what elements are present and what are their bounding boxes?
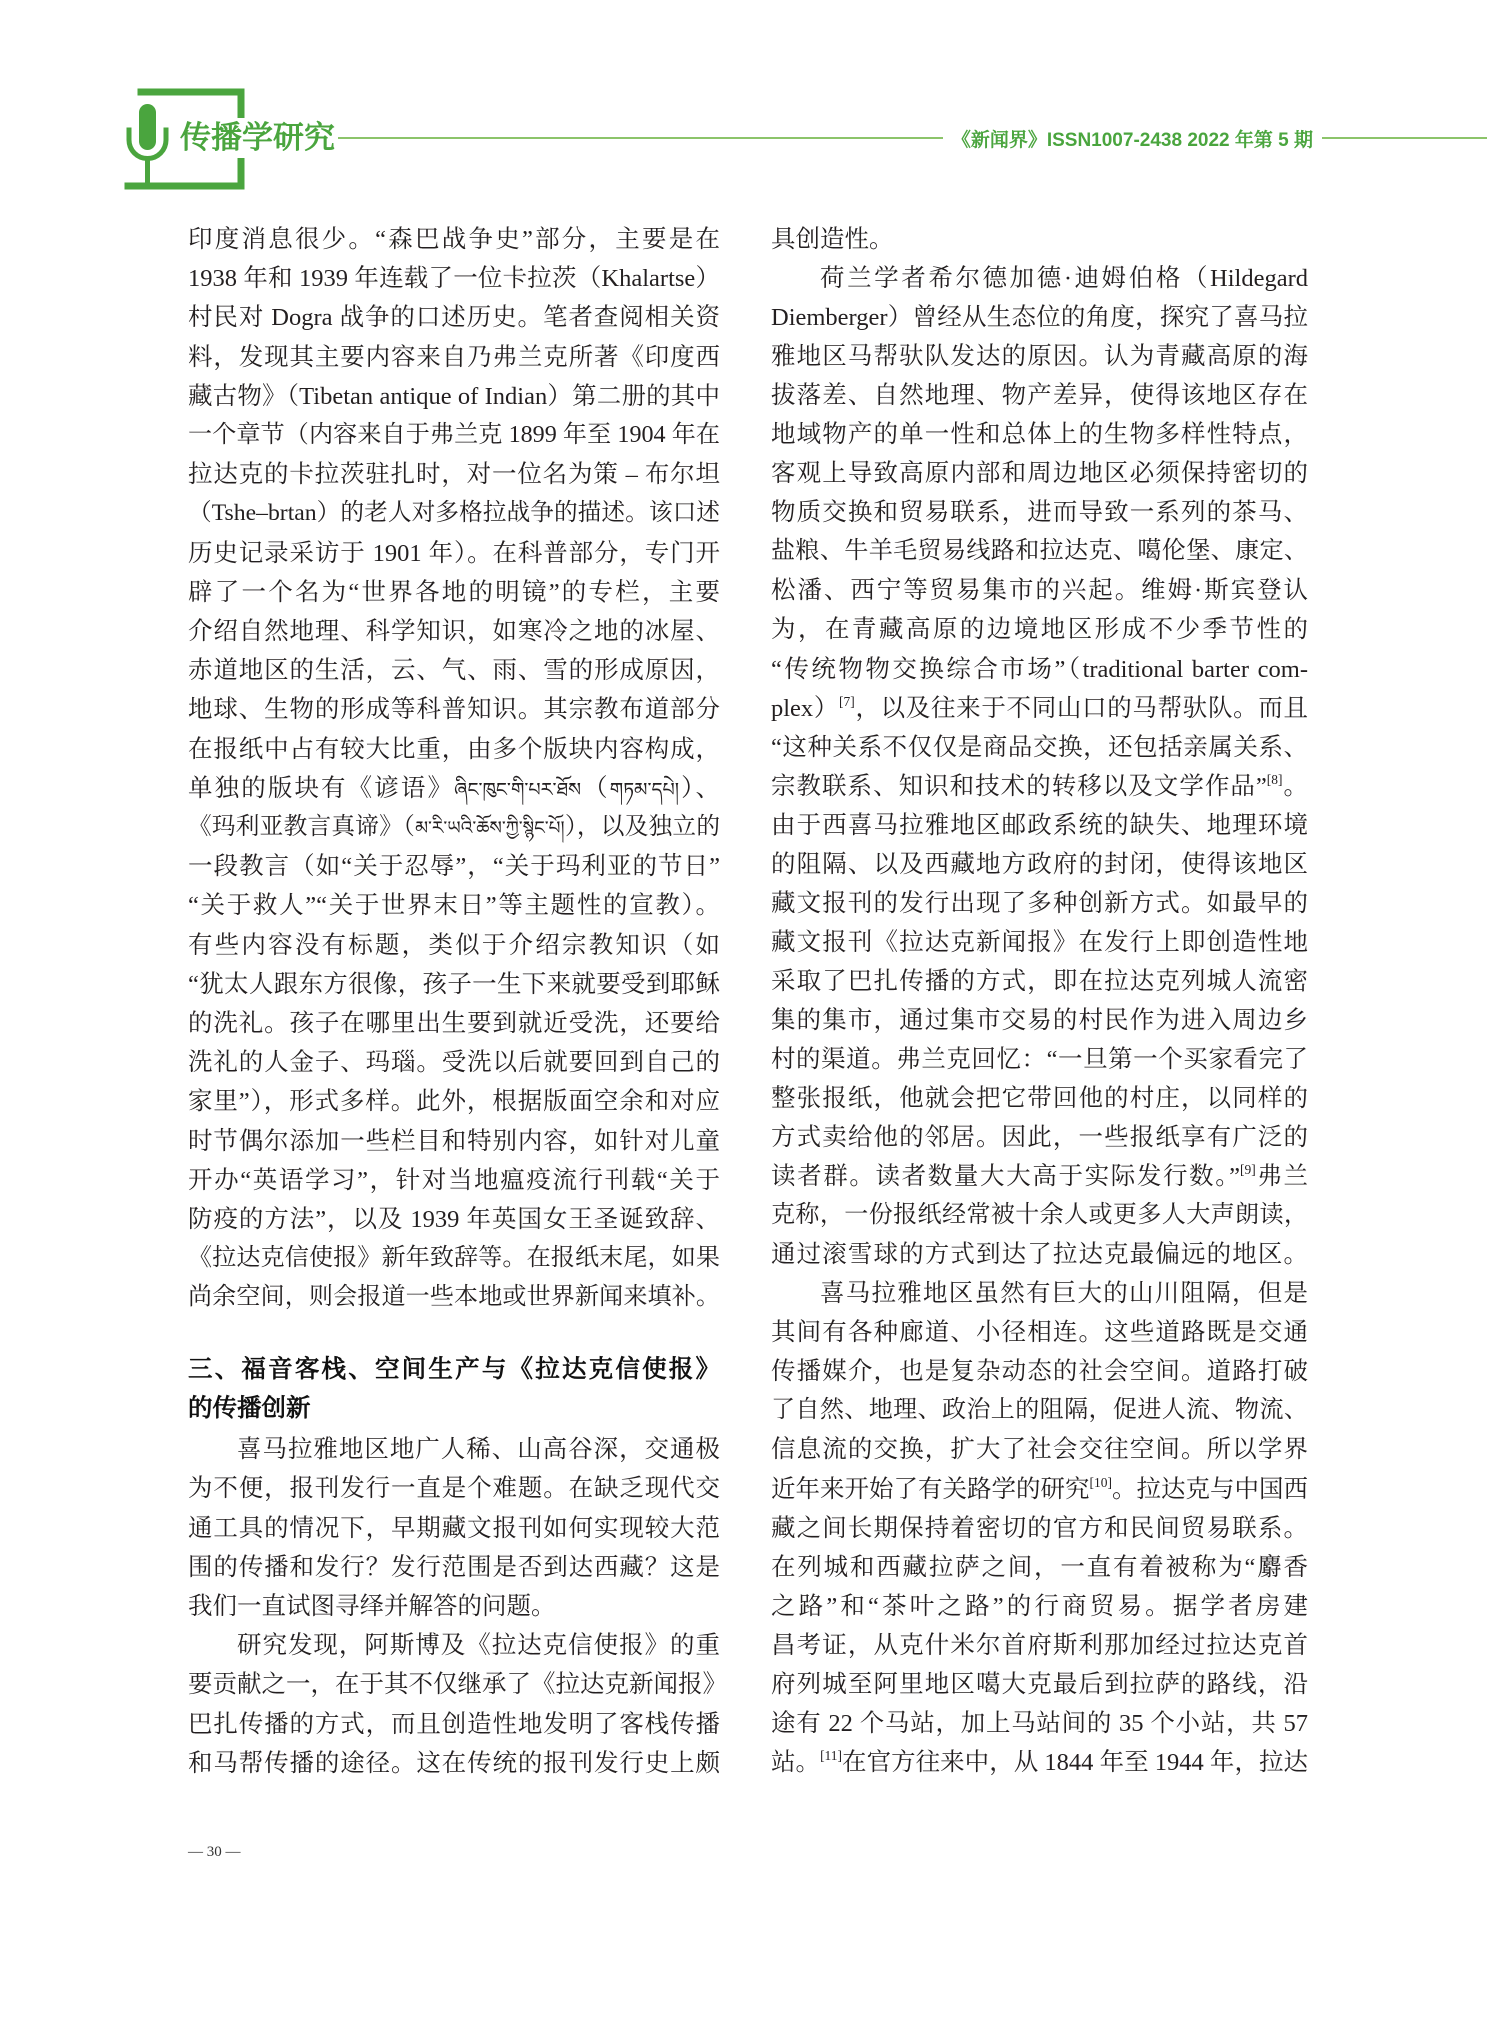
text-line [771, 1157, 1308, 1196]
text-segment: （ [581, 774, 610, 802]
text-line: 通工具的情况下，早期藏文报刊如何实现较大范 [188, 1514, 720, 1542]
text-line: 洗礼的人金子、玛瑙。受洗以后就要回到自己的 [188, 1049, 720, 1077]
text-line: 要贡献之一，在于其不仅继承了《拉达克新闻报》 [188, 1671, 727, 1699]
text-line: 一个章节（内容来自于弗兰克 1899 年至 1904 年在 [188, 422, 720, 449]
journal-info: 《新闻界》ISSN1007-2438 2022 年第 5 期 [951, 129, 1313, 151]
text-line: 和马帮传播的途径。这在传统的报刊发行史上颇 [188, 1749, 720, 1777]
text-line: “犹太人跟东方很像，孩子一生下来就要受到耶稣 [188, 970, 720, 998]
left-column [188, 220, 727, 1783]
citation-superscript: [11] [820, 1747, 843, 1763]
text-line: 府列城至阿里地区噶大克最后到拉萨的路线，沿 [771, 1670, 1308, 1698]
text-line: 客观上导致高原内部和周边地区必须保持密切的 [771, 460, 1308, 488]
text-line: 印度消息很少。“森巴战争史”部分，主要是在 [188, 226, 720, 253]
text-line: 一段教言（如“关于忍辱”，“关于玛利亚的节日” [188, 853, 720, 881]
text-line: 的洗礼。孩子在哪里出生要到就近受洗，还要给 [188, 1010, 720, 1038]
text-line: 昌考证，从克什米尔首府斯利那加经过拉达克首 [771, 1631, 1308, 1659]
text-line: 藏古物》（Tibetan antique of Indian）第二册的其中 [188, 382, 720, 410]
text-line: 在列城和西藏拉萨之间，一直有着被称为“麝香 [771, 1553, 1308, 1581]
text-line: 藏之间长期保持着密切的官方和民间贸易联系。 [771, 1514, 1308, 1542]
text-line [188, 808, 720, 847]
text-line: 藏文报刊《拉达克新闻报》在发行上即创造性地 [771, 928, 1308, 956]
text-segment: 。 [1282, 772, 1309, 800]
text-line: 的阻隔、以及西藏地方政府的封闭，使得该地区 [771, 850, 1308, 878]
tibetan-text: གཏམ་དཔེ། [609, 779, 680, 801]
text-line: Diemberger）曾经从生态位的角度，探究了喜马拉 [771, 304, 1308, 332]
text-line: 喜马拉雅地区地广人稀、山高谷深，交通极 [237, 1436, 720, 1464]
text-line: 防疫的方法”，以及 1939 年英国女王圣诞致辞、 [188, 1206, 720, 1234]
text-line: 历史记录采访于 1901 年）。在科普部分，专门开 [188, 539, 720, 567]
text-line: 整张报纸，他就会把它带回他的村庄，以同样的 [771, 1085, 1308, 1113]
text-line: “这种关系不仅仅是商品交换，还包括亲属关系、 [771, 733, 1308, 761]
text-line: 村民对 Dogra 战争的口述历史。笔者查阅相关资 [188, 304, 720, 332]
text-line: 介绍自然地理、科学知识，如寒冷之地的冰屋、 [188, 618, 720, 646]
text-segment: 单独的版块有《谚语》 [188, 774, 455, 802]
text-line: 拉达克的卡拉茨驻扎时，对一位名为策 – 布尔坦 [188, 461, 720, 489]
header-rule-row [338, 128, 1487, 151]
text-segment: 《玛利亚教言真谛》（ [188, 814, 416, 841]
text-line [771, 689, 1308, 728]
text-line: 克称，一份报纸经常被十余人或更多人大声朗读， [771, 1202, 1308, 1229]
tibetan-text: མ་རི་ཡའི་ཆོས་ཀྱི་སྙིང་པོ། [415, 818, 565, 839]
text-segment: 近年来开始了有关路学的研究 [771, 1475, 1090, 1503]
text-line: 时节偶尔添加一些栏目和特别内容，如针对儿童 [188, 1127, 720, 1155]
text-line: “关于救人”“关于世界末日”等主题性的宣教）。 [188, 892, 720, 920]
header-rule-left [338, 137, 943, 139]
paragraph [188, 1626, 727, 1783]
text-line: 赤道地区的生活，云、气、雨、雪的形成原因， [188, 657, 720, 685]
text-segment: 站。 [771, 1748, 821, 1776]
text-line: 具创造性。 [771, 226, 894, 253]
text-line: 开办“英语学习”，针对当地瘟疫流行刊载“关于 [188, 1166, 720, 1194]
citation-superscript: [8] [1266, 771, 1283, 787]
page-number: — 30 — [188, 1844, 241, 1860]
text-segment: 。拉达克与中国西 [1111, 1475, 1309, 1503]
text-segment: 在官方往来中，从 1844 年至 1944 年，拉达 [842, 1748, 1309, 1776]
text-line [771, 767, 1308, 806]
text-line: 料，发现其主要内容来自乃弗兰克所著《印度西 [188, 343, 720, 371]
text-line: 尚余空间，则会报道一些本地或世界新闻来填补。 [188, 1284, 720, 1311]
text-line: 围的传播和发行？发行范围是否到达西藏？这是 [188, 1553, 720, 1581]
text-line: 了自然、地理、政治上的阻隔，促进人流、物流、 [771, 1397, 1308, 1424]
section-heading [188, 1350, 720, 1428]
text-line: 荷兰学者希尔德加德·迪姆伯格（Hildegard [820, 265, 1308, 293]
text-segment: ）、 [679, 774, 721, 802]
text-line: 1938 年和 1939 年连载了一位卡拉茨（Khalartse） [188, 265, 720, 293]
text-line: 途有 22 个马站，加上马站间的 35 个小站，共 57 [771, 1709, 1308, 1737]
text-line: 物质交换和贸易联系，进而导致一系列的茶马、 [771, 499, 1308, 527]
text-line: 喜马拉雅地区虽然有巨大的山川阻隔，但是 [820, 1280, 1308, 1308]
section-title: 传播学研究 [176, 118, 339, 158]
text-line: 我们一直试图寻绎并解答的问题。 [188, 1592, 556, 1620]
text-segment: plex） [771, 694, 840, 722]
text-line: 盐粮、牛羊毛贸易线路和拉达克、噶伦堡、康定、 [771, 538, 1308, 565]
text-line: 辟了一个名为“世界各地的明镜”的专栏，主要 [188, 578, 720, 606]
text-line: 村的渠道。弗兰克回忆：“一旦第一个买家看完了 [771, 1045, 1308, 1073]
text-line: 的传播创新 [188, 1394, 311, 1422]
paragraph [771, 259, 1308, 1274]
text-segment: 读者群。读者数量大大高于实际发行数。” [771, 1163, 1241, 1191]
text-line: 巴扎传播的方式，而且创造性地发明了客栈传播 [188, 1710, 720, 1738]
text-line: 其间有各种廊道、小径相连。这些道路既是交通 [771, 1319, 1308, 1347]
text-line: 为，在青藏高原的边境地区形成不少季节性的 [771, 616, 1308, 644]
paragraph [771, 220, 1308, 259]
text-line: 地域物产的单一性和总体上的生物多样性特点， [771, 421, 1308, 449]
text-line: 松潘、西宁等贸易集市的兴起。维姆·斯宾登认 [771, 577, 1308, 605]
text-segment: ，以及往来于不同山口的马帮驮队。而且 [854, 694, 1308, 722]
text-line: 雅地区马帮驮队发达的原因。认为青藏高原的海 [771, 343, 1308, 371]
text-line: 信息流的交换，扩大了社会交往空间。所以学界 [771, 1436, 1308, 1464]
text-segment: ），以及独立的 [564, 814, 721, 841]
text-line: 方式卖给他的邻居。因此，一些报纸享有广泛的 [771, 1124, 1308, 1152]
text-line: 《拉达克信使报》新年致辞等。在报纸末尾，如果 [188, 1245, 720, 1272]
text-line: 为不便，报刊发行一直是个难题。在缺乏现代交 [188, 1475, 720, 1503]
text-line: 之路”和“茶叶之路”的行商贸易。据学者房建 [771, 1592, 1308, 1620]
text-line: 家里”），形式多样。此外，根据版面空余和对应 [188, 1088, 720, 1116]
paragraph [188, 1430, 720, 1626]
text-line: （Tshe–brtan）的老人对多格拉战争的描述。该口述 [188, 500, 720, 527]
text-line: 采取了巴扎传播的方式，即在拉达克列城人流密 [771, 967, 1308, 995]
text-line: 地球、生物的形成等科普知识。其宗教布道部分 [188, 696, 720, 724]
text-line: 研究发现，阿斯博及《拉达克信使报》的重 [237, 1632, 720, 1660]
text-line: 通过滚雪球的方式到达了拉达克最偏远的地区。 [771, 1241, 1308, 1269]
text-line: 有些内容没有标题，类似于介绍宗教知识（如 [188, 931, 720, 959]
text-line [188, 769, 720, 808]
text-line: “传统物物交换综合市场”（traditional barter com- [771, 655, 1308, 683]
text-segment: 弗兰 [1255, 1163, 1308, 1191]
tibetan-text: ཞིང་ཁུང་གི་པར་ཐོས [454, 779, 582, 801]
citation-superscript: [10] [1089, 1474, 1112, 1490]
text-line: 传播媒介，也是复杂动态的社会空间。道路打破 [771, 1358, 1308, 1386]
right-column [771, 220, 1308, 1782]
paragraph [188, 220, 720, 1318]
text-line: 拔落差、自然地理、物产差异，使得该地区存在 [771, 382, 1308, 410]
citation-superscript: [7] [839, 693, 855, 709]
text-line [771, 1743, 1308, 1782]
text-line: 集的集市，通过集市交易的村民作为进入周边乡 [771, 1006, 1308, 1034]
text-line: 藏文报刊的发行出现了多种创新方式。如最早的 [771, 889, 1308, 917]
text-line: 由于西喜马拉雅地区邮政系统的缺失、地理环境 [771, 811, 1308, 839]
citation-superscript: [9] [1240, 1162, 1256, 1178]
paragraph [771, 1274, 1308, 1782]
text-line [771, 1470, 1308, 1509]
text-line: 三、福音客栈、空间生产与《拉达克信使报》 [188, 1355, 720, 1383]
text-segment: 宗教联系、知识和技术的转移以及文学作品” [771, 772, 1267, 800]
text-line: 在报纸中占有较大比重，由多个版块内容构成， [188, 735, 720, 763]
header-rule-right [1322, 137, 1487, 139]
